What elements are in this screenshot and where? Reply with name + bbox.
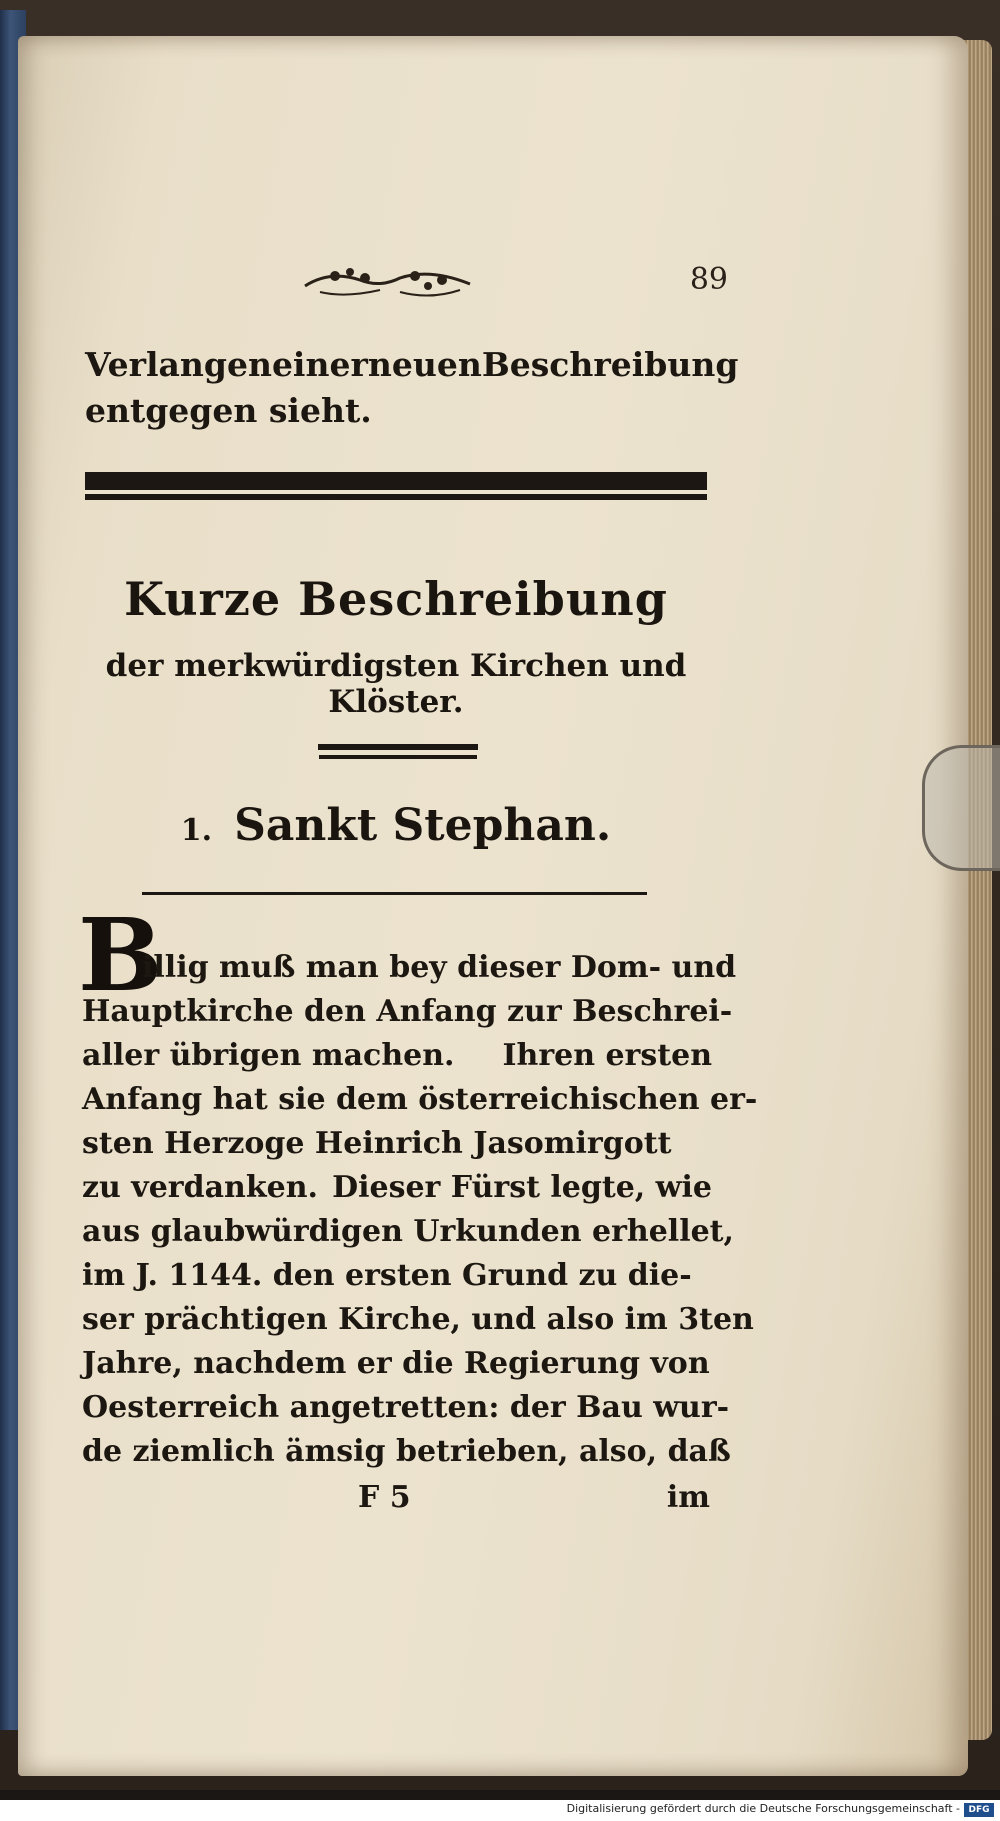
line-text: zu verdanken. <box>82 1170 318 1205</box>
line-text: Jahre, nachdem er die Regierung von <box>82 1346 710 1381</box>
line-text: im J. 1144. den ersten Grund zu die- <box>82 1258 692 1293</box>
signature-mark: F 5 <box>358 1480 411 1515</box>
line-text: ser prächtigen Kirche, und also im 3ten <box>82 1302 754 1337</box>
body-line <box>82 1214 734 1258</box>
word: Verlangen <box>85 345 272 384</box>
dfg-logo: DFG <box>964 1803 994 1817</box>
footer-credit: Digitalisierung gefördert durch die Deutsche Forschungsgemeinschaft - <box>566 1802 960 1815</box>
word: Beschreibung <box>481 345 739 384</box>
line-text: aus glaubwürdigen Urkunden erhellet, <box>82 1214 734 1249</box>
word: neuen <box>367 345 482 384</box>
line-text: Ihren ersten <box>502 1038 712 1073</box>
body-line <box>82 1126 712 1170</box>
section-number: 1. <box>180 813 213 848</box>
catchword: im <box>666 1480 710 1515</box>
body-line <box>82 994 733 1038</box>
body-line <box>82 1346 712 1390</box>
line-text: sten Herzoge Heinrich Jasomirgott <box>82 1126 672 1161</box>
drop-capital: B <box>78 896 163 1014</box>
body-line <box>82 950 737 994</box>
body-line <box>82 1390 730 1434</box>
section-divider <box>85 472 707 494</box>
body-text <box>82 950 758 1478</box>
body-line <box>82 1434 731 1478</box>
body-line <box>82 1258 712 1302</box>
line-text: illig muß man bey dieser Dom- und <box>142 950 737 985</box>
ornament-vignette <box>300 262 475 304</box>
page-clip <box>922 745 1000 871</box>
line-text: Hauptkirche den Anfang zur Beschrei- <box>82 994 733 1029</box>
line-text: Anfang hat sie dem österreichischen er- <box>82 1082 758 1117</box>
line-text: aller übrigen machen. <box>82 1038 455 1073</box>
line-text: Dieser Fürst legte, wie <box>332 1170 712 1205</box>
section-title <box>85 800 707 851</box>
line-text: Oesterreich angetretten: der Bau wur- <box>82 1390 730 1425</box>
body-line <box>82 1082 758 1126</box>
body-line <box>82 1302 754 1346</box>
chapter-subheading: der merkwürdigsten Kirchen und Klöster. <box>105 648 687 720</box>
line-text: de ziemlich ämsig betrieben, also, daß <box>82 1434 731 1469</box>
body-line <box>82 1170 712 1214</box>
body-line <box>82 1038 712 1082</box>
chapter-heading: Kurze Beschreibung <box>124 572 668 626</box>
opening-line-2: entgegen sieht. <box>85 391 372 430</box>
page-number: 89 <box>689 262 728 297</box>
double-rule <box>318 744 478 750</box>
opening-paragraph <box>85 342 739 434</box>
section-title-text: Sankt Stephan. <box>234 800 612 851</box>
opening-line-1 <box>85 342 739 388</box>
page-foot <box>358 1480 710 1515</box>
word: einer <box>271 345 368 384</box>
title-underline <box>142 892 647 895</box>
